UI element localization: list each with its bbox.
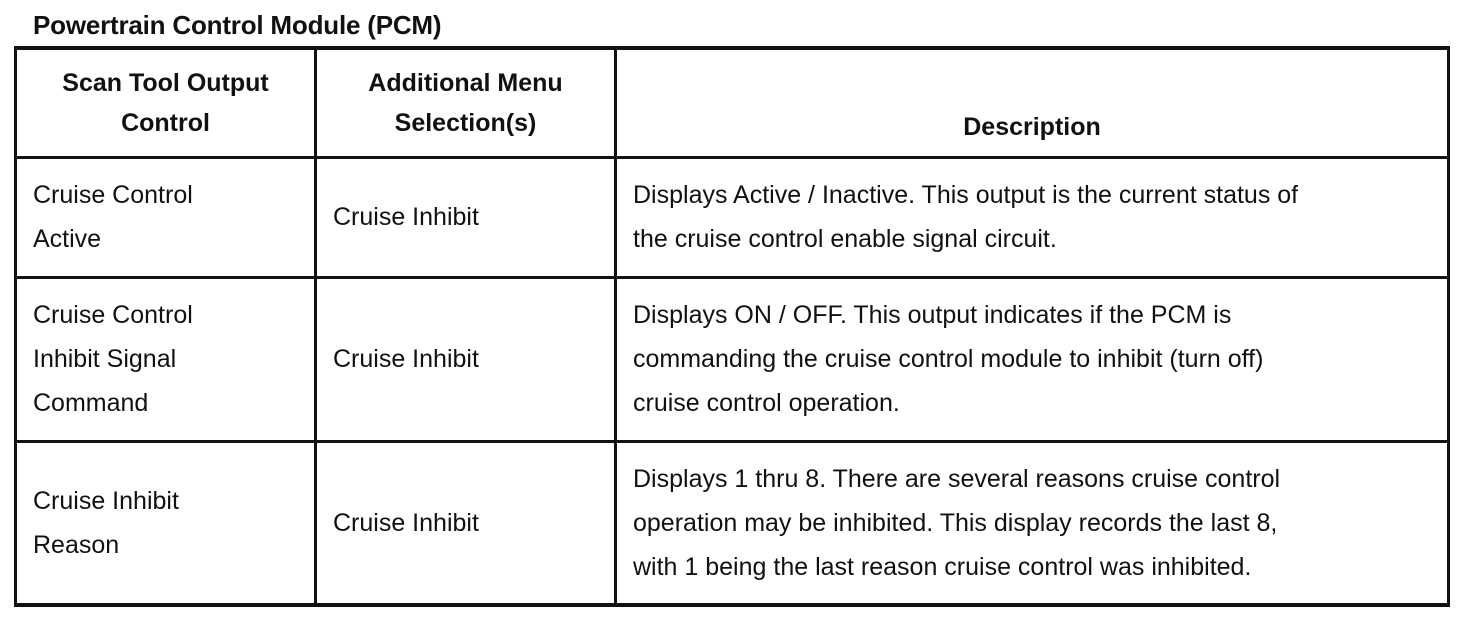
cell-line: Reason: [33, 530, 120, 559]
table-row: [16, 277, 1449, 441]
table-row: [16, 157, 1449, 277]
cell-line: Cruise Control: [33, 301, 193, 329]
cell-line: with 1 being the last reason cruise control was inhibited.: [633, 552, 1252, 581]
cell-line: Cruise Control: [33, 181, 193, 209]
header-line: Selection(s): [394, 108, 537, 137]
cell-line: Cruise Inhibit: [33, 486, 179, 515]
header-line: Scan Tool Output: [62, 68, 269, 97]
header-line: Additional Menu: [368, 68, 563, 97]
pcm-output-control-table: [14, 46, 1450, 607]
cell-line: cruise control operation.: [633, 389, 900, 417]
table-header-row: [16, 48, 1449, 157]
cell-menu-selection: Cruise Inhibit: [316, 157, 616, 277]
cell-description: [616, 441, 1449, 605]
cell-line: Displays 1 thru 8. There are several reasons cruise control: [633, 464, 1281, 493]
cell-line: Command: [33, 389, 149, 417]
cell-line: Inhibit Signal: [33, 345, 177, 373]
cell-menu-selection: Cruise Inhibit: [316, 277, 616, 441]
cell-description: [616, 157, 1449, 277]
cell-line: commanding the cruise control module to inhibit (turn off): [633, 345, 1264, 373]
cell-output-control: [16, 157, 316, 277]
cell-description: [616, 277, 1449, 441]
cell-output-control: [16, 277, 316, 441]
cell-line: Displays ON / OFF. This output indicates if the PCM is: [633, 301, 1232, 329]
header-line: Control: [121, 108, 210, 137]
cell-output-control: [16, 441, 316, 605]
cell-menu-selection: Cruise Inhibit: [316, 441, 616, 605]
cell-line: Active: [33, 225, 102, 253]
cell-line: Displays Active / Inactive. This output is the current status of: [633, 181, 1299, 209]
header-description: Description: [616, 48, 1449, 157]
header-scan-tool-output-control: [16, 48, 316, 157]
page-title: Powertrain Control Module (PCM): [33, 10, 442, 40]
cell-line: operation may be inhibited. This display records the last 8,: [633, 508, 1278, 537]
table-row: [16, 441, 1449, 605]
header-additional-menu-selections: [316, 48, 616, 157]
cell-line: the cruise control enable signal circuit.: [633, 225, 1057, 253]
